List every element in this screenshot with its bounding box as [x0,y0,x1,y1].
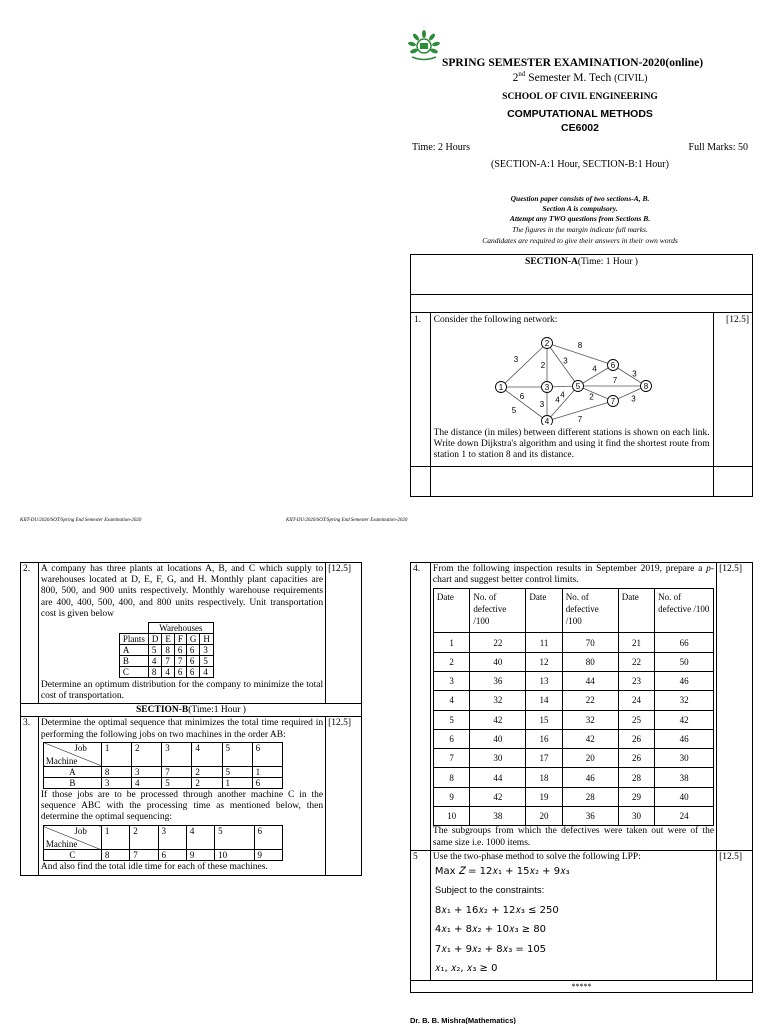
lpp-objective: Max 𝑍 = 12𝑥₁ + 15𝑥₂ + 9𝑥₃ [434,865,570,877]
date-cell: 19 [526,787,562,806]
question-marks: [12.5] [326,717,362,875]
edge-weight-label: 3 [513,355,518,364]
date-cell: 30 [618,807,654,826]
lpp-constraint: 𝑥₁, 𝑥₂, 𝑥₃ ≥ 0 [434,963,498,975]
job-header: 4 [186,826,214,850]
end-marker: ***** [411,980,753,992]
job-header: 3 [162,742,192,766]
cost-cell: 4 [148,656,162,667]
defective-cell: 46 [655,672,714,691]
section-a-title: SECTION-A [525,257,578,267]
time-cell: 7 [162,766,192,777]
date-cell: 1 [433,633,469,652]
date-cell: 16 [526,729,562,748]
node-label: 1 [498,383,503,392]
date-cell: 13 [526,672,562,691]
corner-cell [43,742,101,766]
time-cell: 2 [192,777,222,788]
time-cell: 9 [186,850,214,861]
question-marks: [12.5] [717,563,753,851]
date-cell: 8 [433,768,469,787]
defective-cell: 38 [470,807,526,826]
section-b-left-table [20,562,362,876]
defective-header: No. of defective /100 [655,589,714,633]
date-cell: 2 [433,652,469,671]
job-header: 5 [222,742,252,766]
section-a-header [411,255,753,295]
defective-cell: 44 [562,672,618,691]
defective-cell: 22 [562,691,618,710]
date-cell: 9 [433,787,469,806]
node-label: 8 [643,382,648,391]
time-cell: 10 [215,850,254,861]
time-cell: 2 [192,766,222,777]
row-label: A [119,645,148,656]
cost-cell: 7 [162,656,175,667]
col-header: F [174,634,186,645]
lpp-constraint: 8𝑥₁ + 16𝑥₂ + 12𝑥₃ ≤ 250 [434,904,559,916]
defective-cell: 32 [562,710,618,729]
date-cell: 6 [433,729,469,748]
section-a-time: (Time: 1 Hour ) [577,257,638,267]
date-cell: 29 [618,787,654,806]
cost-cell: 7 [174,656,186,667]
cost-cell: 8 [148,667,162,678]
inspection-row [433,672,713,691]
empty-cell [713,467,752,497]
inspection-row [433,729,713,748]
question-4-text-p: p [706,564,711,574]
node-label: 7 [610,397,615,406]
job-header: 6 [254,826,282,850]
time-cell: 6 [252,777,282,788]
cost-cell: 6 [186,645,200,656]
question-4-text-post: -chart and suggest better control limits. [432,564,715,586]
warehouses-header: Warehouses [148,623,213,634]
defective-cell: 24 [655,807,714,826]
defective-cell: 28 [562,787,618,806]
question-4-text-pre: From the following inspection results in September 2019, prepare a [432,564,707,574]
time-cell: 6 [158,850,186,861]
date-cell: 4 [433,691,469,710]
date-cell: 25 [618,710,654,729]
inspection-row [433,749,713,768]
empty-cell [430,467,713,497]
defective-cell: 80 [562,652,618,671]
question-marks: [12.5] [326,563,362,704]
date-cell: 14 [526,691,562,710]
inspection-row [433,787,713,806]
node-label: 2 [544,339,549,348]
question-5-cell [430,850,716,980]
inspection-row [433,691,713,710]
semester-suffix: nd [518,70,526,78]
defective-cell: 42 [470,710,526,729]
date-cell: 26 [618,749,654,768]
edge-weight-label: 3 [562,356,568,366]
time-cell: 8 [101,850,129,861]
row-label: B [119,656,148,667]
inspection-row [433,652,713,671]
time-cell: 1 [252,766,282,777]
defective-header: No. of defective /100 [470,589,526,633]
date-cell: 20 [526,807,562,826]
machine-c-table [43,825,283,861]
inspection-row [433,633,713,652]
cost-cell: 6 [174,645,186,656]
inspection-row [433,807,713,826]
instruction-line: The figures in the margin indicate full marks. [512,225,648,234]
university-logo-icon [406,28,442,62]
question-1-text: Consider the following network: [433,315,558,325]
section-a-table [410,254,753,497]
node-label: 4 [544,417,549,425]
date-cell: 23 [618,672,654,691]
date-cell: 15 [526,710,562,729]
date-cell: 17 [526,749,562,768]
inspection-row [433,768,713,787]
date-cell: 28 [618,768,654,787]
defective-cell: 20 [562,749,618,768]
date-header: Date [433,589,469,633]
exam-time: Time: 2 Hours [412,142,470,153]
defective-cell: 42 [562,729,618,748]
job-sequence-table [43,742,283,789]
time-cell: 9 [254,850,282,861]
defective-cell: 32 [470,691,526,710]
lpp-constraint: 7𝑥₁ + 9𝑥₂ + 8𝑥₃ = 105 [434,943,547,955]
date-cell: 12 [526,652,562,671]
defective-cell: 46 [562,768,618,787]
defective-cell: 40 [470,652,526,671]
date-cell: 24 [618,691,654,710]
inspection-table [433,588,714,826]
page-footer: KIIT-DU/2020/SOT/Spring End Semester Examination-2020 [286,518,408,523]
defective-cell: 50 [655,652,714,671]
course-code: CE6002 [561,122,599,134]
instruction-line: Question paper consists of two sections-A, B. [510,194,650,203]
instruction-line: Candidates are required to give their answers in their own words [482,236,678,245]
col-header: D [148,634,162,645]
date-cell: 22 [618,652,654,671]
question-4-after: The subgroups from which the defectives were taken out were of the same size i.e. 1000 items. [432,826,715,848]
time-cell: 3 [132,766,162,777]
edge-weight-label: 7 [577,415,582,424]
defective-header: No. of defective /100 [562,589,618,633]
section-b-right-table [410,562,753,993]
section-b-header [21,704,362,717]
instruction-line: Section A is compulsory. [542,204,618,213]
question-number: 1. [411,313,431,467]
date-cell: 3 [433,672,469,691]
edge-weight-label: 3 [631,369,637,379]
time-cell: 4 [132,777,162,788]
job-header: 2 [132,742,162,766]
job-header: 4 [192,742,222,766]
time-cell: 7 [130,850,158,861]
defective-cell: 40 [655,787,714,806]
defective-cell: 32 [655,691,714,710]
edge-weight-label: 3 [539,400,544,409]
date-cell: 5 [433,710,469,729]
question-4-text [433,564,714,586]
defective-cell: 44 [470,768,526,787]
col-header: G [186,634,200,645]
course-name: COMPUTATIONAL METHODS [507,108,653,120]
lpp-constraint: 4𝑥₁ + 8𝑥₂ + 10𝑥₃ ≥ 80 [434,924,547,936]
machine-label: Machine [45,755,78,766]
question-4-cell [430,563,716,851]
time-cell: 5 [222,766,252,777]
semester-line [410,70,750,84]
machine-label: Machine [45,839,78,850]
defective-cell: 66 [655,633,714,652]
edge-weight-label: 6 [519,392,524,401]
author-name: Dr. B. B. Mishra(Mathematics) [410,1016,516,1024]
row-label: B [43,777,101,788]
row-label: C [43,850,101,861]
edge-weight-label: 4 [559,390,565,400]
defective-cell: 42 [470,787,526,806]
question-number: 2. [21,563,39,704]
question-1-description: The distance (in miles) between different stations is shown on each link. Write down Dijkstra's algorithm and using it find the shortest route from station 1 to station 8 and its distance. [433,428,710,461]
defective-cell: 22 [470,633,526,652]
cost-cell: 8 [162,645,175,656]
col-header: H [200,634,214,645]
time-cell: 1 [222,777,252,788]
col-header: E [162,634,175,645]
edge-weight-label: 4 [554,395,560,405]
question-2-after: Determine an optimum distribution for the company to minimize the total cost of transportation. [40,680,324,702]
question-marks: [12.5] [713,313,752,467]
edge-weight-label: 2 [540,361,545,370]
job-header: 1 [101,826,129,850]
network-diagram [434,325,710,425]
cost-cell: 4 [200,667,214,678]
school-name: SCHOOL OF CIVIL ENGINEERING [502,92,658,102]
node-label: 6 [610,361,615,370]
cost-cell: 6 [186,667,200,678]
question-number: 3. [21,717,39,875]
full-marks: Full Marks: 50 [688,142,748,153]
section-b-time: (Time:1 Hour ) [188,705,246,716]
cost-cell: 6 [174,667,186,678]
time-cell: 8 [101,766,131,777]
edge-weight-label: 4 [591,364,597,374]
question-3-cell [38,717,325,875]
job-header: 2 [130,826,158,850]
question-3-after: And also find the total idle time for each of these machines. [40,862,268,873]
semester-branch: (CIVIL) [614,72,648,84]
defective-cell: 30 [655,749,714,768]
job-header: 5 [215,826,254,850]
question-marks: [12.5] [717,850,753,980]
date-cell: 26 [618,729,654,748]
date-header: Date [618,589,654,633]
edge-weight-label: 8 [577,341,582,350]
cost-cell: 3 [200,645,214,656]
job-header: 6 [252,742,282,766]
node-label: 5 [575,382,580,391]
defective-cell: 70 [562,633,618,652]
empty-cell [411,467,431,497]
row-label: C [119,667,148,678]
question-number: 5 [411,850,431,980]
question-5-text: Use the two-phase method to solve the following LPP: [432,851,641,862]
inspection-rows [433,633,713,826]
defective-cell: 36 [562,807,618,826]
question-number: 4. [411,563,431,851]
time-cell: 5 [162,777,192,788]
job-label: Job [74,826,87,837]
edge-weight-label: 5 [511,406,516,415]
defective-cell: 36 [470,672,526,691]
defective-cell: 30 [470,749,526,768]
transport-cost-table [119,622,214,678]
page-footer: KIIT-DU/2020/SOT/Spring End Semester Examination-2020 [20,518,142,523]
time-cell: 3 [101,777,131,788]
spacer-row [411,295,753,313]
defective-cell: 38 [655,768,714,787]
node-label: 3 [544,383,549,392]
date-cell: 7 [433,749,469,768]
cost-cell: 5 [148,645,162,656]
inspection-row [433,710,713,729]
question-2-cell [38,563,325,704]
section-times: (SECTION-A:1 Hour, SECTION-B:1 Hour) [491,159,669,170]
plants-header: Plants [119,634,148,645]
date-cell: 18 [526,768,562,787]
edge-weight-label: 3 [630,394,636,404]
question-2-text: A company has three plants at locations A, B, and C which supply to warehouses located at D, E, F, G, and H. Monthly plant capacities are 800, 500, and 900 units respectively. Monthly warehouse requirements are 400, 400, 500, 400, and 800 units respectively. Unit transportation cost is given below [40,564,324,619]
corner-cell [43,826,101,850]
row-label: A [43,766,101,777]
date-header: Date [526,589,562,633]
edge-weight-label: 2 [588,392,594,402]
edge-weight-label: 7 [612,376,617,385]
job-header: 3 [158,826,186,850]
question-3-text-2: If those jobs are to be processed through another machine C in the sequence ABC with the processing time as mentioned below, then determine the optimal sequencing: [40,789,324,823]
defective-cell: 40 [470,729,526,748]
exam-title: SPRING SEMESTER EXAMINATION-2020(online) [442,57,704,69]
question-3-text: Determine the optimal sequence that minimizes the total time required in performing the following jobs on two machines in the order AB: [40,718,324,740]
date-cell: 11 [526,633,562,652]
defective-cell: 42 [655,710,714,729]
section-b-title: SECTION-B [136,705,189,716]
defective-cell: 46 [655,729,714,748]
semester-text: Semester M. Tech [525,71,615,84]
date-cell: 10 [433,807,469,826]
cost-cell: 4 [162,667,175,678]
lpp-subject: Subject to the constraints: [434,885,545,897]
question-1-cell [430,313,713,467]
cost-cell: 5 [200,656,214,667]
cost-cell: 6 [186,656,200,667]
semester-number: 2 [512,71,519,84]
job-label: Job [74,742,87,753]
instruction-line: Attempt any TWO questions from Sections B. [509,214,651,223]
job-header: 1 [101,742,131,766]
date-cell: 21 [618,633,654,652]
